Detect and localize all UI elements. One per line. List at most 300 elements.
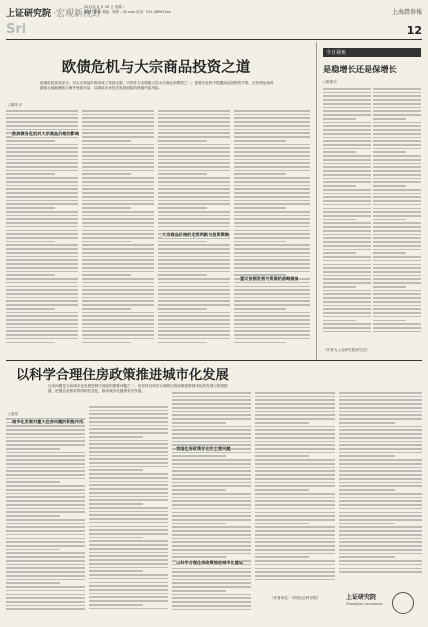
text-line	[6, 237, 78, 239]
text-line	[234, 185, 310, 187]
text-line	[82, 218, 154, 220]
brand-title: 上证研究院 ·宏观新视野	[6, 9, 101, 19]
article2-subhead-2: 我国住房政策存在的主要问题	[176, 446, 231, 451]
text-line	[172, 493, 251, 495]
text-line	[82, 177, 154, 179]
text-line	[323, 140, 371, 142]
text-line	[89, 596, 168, 598]
text-line	[158, 241, 207, 243]
text-line	[339, 407, 422, 409]
text-line	[82, 286, 154, 288]
article2-column-4	[255, 392, 335, 592]
text-line	[234, 147, 310, 149]
text-line	[158, 159, 230, 161]
text-line	[373, 122, 421, 124]
text-line	[89, 514, 168, 516]
text-line	[89, 462, 168, 464]
text-line	[323, 264, 371, 266]
text-line	[172, 426, 251, 428]
text-line	[339, 452, 422, 454]
text-line	[158, 215, 230, 217]
text-line	[323, 312, 371, 314]
text-line	[255, 545, 335, 547]
text-line	[234, 334, 310, 336]
text-line	[255, 448, 335, 450]
text-line	[373, 316, 421, 318]
text-line	[172, 597, 251, 599]
text-line	[158, 342, 207, 344]
text-line	[323, 88, 371, 90]
text-line	[255, 500, 335, 502]
text-line	[82, 200, 154, 202]
text-line	[373, 327, 421, 329]
text-line	[234, 312, 310, 314]
text-line	[6, 489, 85, 491]
text-line	[373, 312, 421, 314]
text-line	[89, 473, 168, 475]
text-line	[323, 95, 371, 97]
text-line	[373, 159, 421, 161]
text-line	[172, 455, 226, 457]
text-line	[158, 297, 230, 299]
text-line	[89, 455, 168, 457]
text-line	[6, 342, 55, 344]
text-line	[82, 327, 154, 329]
text-line	[6, 125, 78, 127]
text-line	[234, 259, 310, 261]
text-line	[323, 92, 371, 94]
text-line	[89, 488, 168, 490]
text-line	[339, 541, 422, 543]
text-line	[234, 297, 310, 299]
text-line	[234, 315, 310, 317]
text-line	[89, 410, 168, 412]
text-line	[172, 575, 251, 577]
article1-author: ○陈东平	[8, 103, 22, 107]
institute-logo: 上证研究院 Shanghai Securities	[346, 586, 418, 622]
text-line	[158, 132, 230, 134]
text-line	[373, 133, 421, 135]
text-line	[255, 452, 335, 454]
text-line	[158, 121, 230, 123]
text-line	[234, 151, 310, 153]
text-line	[82, 192, 154, 194]
text-line	[323, 301, 371, 303]
text-line	[6, 315, 78, 317]
text-line	[172, 549, 251, 551]
text-line	[82, 110, 154, 112]
text-line	[82, 315, 154, 317]
text-line	[82, 319, 154, 321]
text-line	[89, 585, 168, 587]
text-line	[373, 278, 421, 280]
text-line	[373, 260, 421, 262]
text-line	[6, 425, 85, 427]
text-line	[339, 553, 422, 555]
text-line	[234, 330, 310, 332]
text-line	[89, 503, 143, 505]
text-line	[373, 185, 406, 187]
text-line	[323, 249, 371, 251]
text-line	[323, 316, 371, 318]
text-line	[6, 308, 55, 310]
text-line	[6, 594, 85, 596]
text-line	[373, 99, 421, 101]
text-line	[6, 312, 78, 314]
text-line	[255, 463, 335, 465]
article2-column-5	[339, 392, 422, 582]
text-line	[82, 170, 154, 172]
text-line	[82, 237, 154, 239]
text-line	[234, 241, 286, 243]
article1-subhead-3: 建议依据发展与资源的战略储备	[240, 276, 299, 281]
text-line	[158, 166, 230, 168]
text-line	[158, 151, 230, 153]
text-line	[158, 244, 230, 246]
text-line	[373, 320, 406, 322]
text-line	[323, 122, 371, 124]
text-line	[234, 319, 310, 321]
text-line	[234, 215, 310, 217]
text-line	[323, 151, 356, 153]
text-line	[172, 418, 251, 420]
text-line	[234, 300, 310, 302]
text-line	[82, 132, 154, 134]
text-line	[323, 155, 371, 157]
text-line	[6, 455, 85, 457]
text-line	[158, 211, 230, 213]
text-line	[172, 399, 251, 401]
text-line	[6, 181, 78, 183]
text-line	[339, 523, 395, 525]
text-line	[6, 523, 85, 525]
text-line	[172, 485, 251, 487]
article2-author: ○张东	[8, 412, 19, 416]
text-line	[6, 244, 78, 246]
text-line	[172, 463, 251, 465]
text-line	[373, 290, 421, 292]
text-line	[6, 470, 85, 472]
text-line	[234, 207, 286, 209]
text-line	[172, 601, 251, 603]
text-line	[339, 500, 422, 502]
text-line	[255, 534, 335, 536]
text-line	[234, 155, 310, 157]
text-line	[82, 241, 131, 243]
text-line	[82, 278, 154, 280]
text-line	[255, 444, 335, 446]
text-line	[6, 147, 78, 149]
text-line	[172, 452, 251, 454]
text-line	[6, 144, 78, 146]
text-line	[373, 252, 406, 254]
text-line	[158, 300, 230, 302]
text-line	[234, 170, 310, 172]
text-line	[6, 330, 78, 332]
text-line	[373, 140, 421, 142]
text-line	[6, 293, 78, 295]
text-line	[373, 241, 421, 243]
text-line	[323, 159, 371, 161]
text-line	[234, 233, 310, 235]
text-line	[82, 312, 154, 314]
text-line	[82, 136, 154, 138]
text-line	[339, 418, 422, 420]
text-line	[158, 230, 230, 232]
text-line	[6, 493, 85, 495]
text-line	[158, 304, 230, 306]
text-line	[82, 342, 131, 344]
text-line	[6, 511, 85, 513]
text-line	[172, 508, 251, 510]
text-line	[6, 323, 78, 325]
text-line	[373, 200, 421, 202]
article2-column-1	[6, 418, 85, 622]
text-line	[373, 144, 421, 146]
text-line	[339, 512, 422, 514]
text-line	[6, 545, 85, 547]
article2-column-2	[89, 406, 168, 622]
text-line	[255, 553, 335, 555]
text-line	[373, 166, 421, 168]
text-line	[82, 338, 154, 340]
text-line	[6, 185, 78, 187]
text-line	[6, 259, 78, 261]
text-line	[6, 117, 78, 119]
text-line	[373, 155, 421, 157]
text-line	[172, 582, 251, 584]
text-line	[339, 489, 395, 491]
text-line	[6, 215, 78, 217]
text-line	[373, 211, 421, 213]
text-line	[158, 218, 230, 220]
text-line	[234, 282, 310, 284]
sidebar-column-2	[373, 88, 421, 344]
text-line	[172, 534, 251, 536]
text-line	[158, 162, 230, 164]
text-line	[82, 196, 154, 198]
text-line	[6, 319, 78, 321]
text-line	[234, 121, 310, 123]
text-line	[234, 286, 310, 288]
text-line	[89, 447, 168, 449]
text-line	[158, 274, 207, 276]
text-line	[339, 411, 422, 413]
text-line	[323, 222, 371, 224]
text-line	[323, 178, 371, 180]
text-line	[89, 578, 168, 580]
text-line	[82, 263, 154, 265]
text-line	[373, 189, 421, 191]
text-line	[158, 192, 230, 194]
text-line	[373, 129, 421, 131]
text-line	[373, 95, 421, 97]
text-line	[82, 151, 154, 153]
text-line	[234, 323, 310, 325]
text-line	[158, 293, 230, 295]
text-line	[82, 222, 154, 224]
text-line	[234, 218, 310, 220]
article2-footnote: （作者单位：中国社会科学院）	[270, 596, 321, 600]
text-line	[234, 252, 310, 254]
text-line	[6, 575, 85, 577]
text-line	[234, 248, 310, 250]
text-line	[373, 174, 421, 176]
section-divider	[6, 360, 422, 361]
text-line	[6, 448, 60, 450]
text-line	[6, 579, 85, 581]
text-line	[172, 467, 251, 469]
text-line	[6, 519, 85, 521]
text-line	[323, 226, 371, 228]
text-line	[339, 534, 422, 536]
text-line	[82, 271, 154, 273]
text-line	[158, 188, 230, 190]
text-line	[255, 429, 335, 431]
text-line	[323, 129, 371, 131]
text-line	[89, 432, 168, 434]
text-line	[339, 444, 422, 446]
text-line	[89, 451, 168, 453]
text-line	[82, 117, 154, 119]
article1-column-4	[234, 110, 310, 358]
text-line	[6, 508, 85, 510]
text-line	[6, 444, 85, 446]
text-line	[172, 609, 251, 611]
text-line	[6, 300, 78, 302]
text-line	[339, 392, 422, 394]
article1-subhead-1: 欧洲债务危机对大宗商品价格的影响	[12, 131, 80, 136]
text-line	[323, 275, 371, 277]
text-line	[323, 271, 371, 273]
text-line	[6, 140, 55, 142]
paper-name: 上海證券報	[391, 9, 422, 16]
text-line	[172, 594, 251, 596]
text-line	[6, 586, 85, 588]
text-line	[255, 418, 335, 420]
text-line	[89, 548, 168, 550]
text-line	[89, 604, 143, 606]
text-line	[6, 608, 85, 610]
text-line	[82, 244, 154, 246]
text-line	[234, 226, 310, 228]
page-number: 12	[406, 24, 422, 37]
text-line	[89, 428, 168, 430]
text-line	[172, 590, 226, 592]
text-line	[255, 474, 335, 476]
text-line	[6, 474, 85, 476]
text-line	[158, 256, 230, 258]
text-line	[339, 470, 422, 472]
text-line	[323, 256, 371, 258]
text-line	[373, 245, 421, 247]
sidebar-author: ○陈建兵	[323, 80, 337, 84]
text-line	[339, 459, 422, 461]
text-line	[6, 286, 78, 288]
text-line	[373, 264, 421, 266]
text-line	[6, 162, 78, 164]
text-line	[339, 433, 422, 435]
text-line	[234, 132, 310, 134]
text-line	[82, 256, 154, 258]
text-line	[82, 181, 154, 183]
text-line	[89, 421, 168, 423]
text-line	[339, 455, 395, 457]
text-line	[234, 177, 310, 179]
text-line	[234, 117, 310, 119]
text-line	[6, 504, 85, 506]
text-line	[323, 230, 371, 232]
text-line	[172, 586, 251, 588]
text-line	[373, 301, 421, 303]
text-line	[89, 511, 168, 513]
text-line	[82, 259, 154, 261]
text-line	[234, 162, 310, 164]
text-line	[89, 593, 168, 595]
text-line	[158, 282, 230, 284]
text-line	[339, 448, 422, 450]
text-line	[323, 118, 356, 120]
text-line	[323, 323, 371, 325]
text-line	[82, 140, 131, 142]
text-line	[89, 440, 168, 442]
sidebar-title: 是稳增长还是保增长	[323, 64, 397, 74]
text-line	[172, 571, 251, 573]
text-line	[373, 256, 421, 258]
text-line	[82, 297, 154, 299]
text-line	[234, 230, 310, 232]
text-line	[6, 166, 78, 168]
text-line	[373, 297, 421, 299]
text-line	[339, 485, 422, 487]
text-line	[82, 226, 154, 228]
text-line	[89, 499, 168, 501]
text-line	[255, 541, 335, 543]
text-line	[373, 293, 421, 295]
text-line	[158, 338, 230, 340]
text-line	[82, 252, 154, 254]
text-line	[6, 437, 85, 439]
text-line	[6, 252, 78, 254]
text-line	[323, 331, 371, 333]
text-line	[373, 88, 421, 90]
text-line	[82, 293, 154, 295]
text-line	[234, 338, 310, 340]
text-line	[339, 519, 422, 521]
text-line	[89, 533, 168, 535]
text-line	[255, 497, 335, 499]
text-line	[82, 211, 154, 213]
text-line	[89, 406, 168, 408]
text-line	[6, 222, 78, 224]
article1-lead: 欧债危机演变至今，对大宗商品价格形成了持续压制，中国作为全球最大的大宗商品消费国之一，需要在危机中把握商品投资的节奏，在价格低迷时期加大战略储备与海外资源布局，以降低未来经济发展面临的资源约束风险。	[40, 81, 274, 91]
text-line	[82, 203, 154, 205]
text-line	[373, 215, 421, 217]
text-line	[255, 455, 309, 457]
text-line	[373, 196, 421, 198]
text-line	[373, 170, 421, 172]
text-line	[373, 208, 421, 210]
text-line	[255, 523, 309, 525]
text-line	[6, 478, 85, 480]
text-line	[323, 286, 356, 288]
text-line	[234, 267, 310, 269]
text-line	[6, 263, 78, 265]
text-line	[323, 241, 371, 243]
text-line	[6, 282, 78, 284]
text-line	[323, 99, 371, 101]
text-line	[255, 564, 335, 566]
